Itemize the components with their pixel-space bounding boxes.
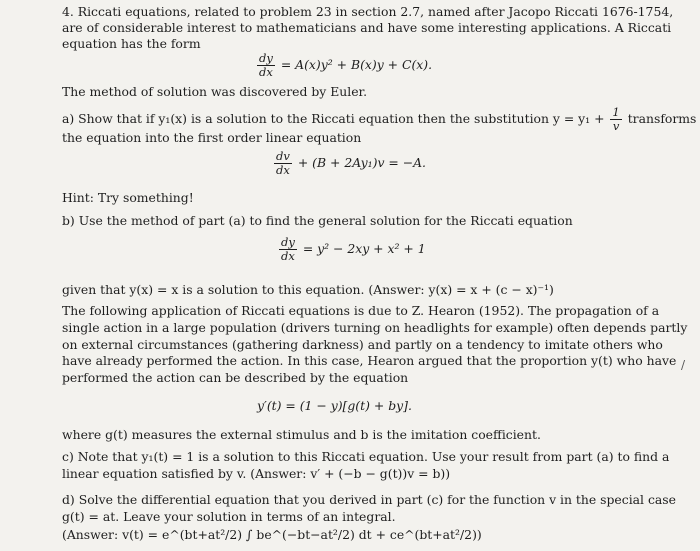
hearon-equation: y′(t) = (1 − y)[g(t) + by]. (257, 398, 412, 413)
part-d-line-2: g(t) = at. Leave your solution in terms of an integral. (62, 509, 396, 524)
derivative-fraction (279, 236, 297, 263)
margin-mark: / (681, 358, 686, 372)
equation-rhs: = A(x)y² + B(x)y + C(x). (280, 57, 433, 72)
part-a-line-1 (62, 106, 696, 133)
part-a-text-pre: a) Show that if y₁(x) is a solution to the Riccati equation then the substitution y = y₁ + (62, 111, 605, 126)
fraction-denominator: v (612, 119, 620, 133)
application-line-5: performed the action can be described by the equation (62, 370, 409, 385)
part-a-line-2: the equation into the first order linear equation (62, 130, 362, 145)
part-b-equation (277, 236, 426, 263)
part-b-line-2: given that y(x) = x is a solution to this equation. (Answer: y(x) = x + (c − x)⁻¹) (62, 282, 554, 297)
application-line-3: on external circumstances (gathering darkness) and partly on a tendency to imitate others who (62, 337, 663, 352)
application-line-6: where g(t) measures the external stimulus and b is the imitation coefficient. (62, 427, 541, 442)
part-d-line-1: d) Solve the differential equation that you derived in part (c) for the function v in the special case (62, 492, 676, 507)
one-over-v-fraction (610, 106, 621, 133)
fraction-denominator: dx (259, 65, 273, 79)
fraction-numerator: dv (276, 149, 290, 163)
part-d-answer: (Answer: v(t) = e^(bt+at²/2) ∫ be^(−bt−at²/2) dt + ce^(bt+at²/2)) (62, 527, 482, 542)
fraction-denominator: dx (281, 249, 295, 263)
part-c-line-1: c) Note that y₁(t) = 1 is a solution to this Riccati equation. Use your result from part (a) to find a (62, 449, 670, 464)
fraction-numerator: dy (281, 235, 295, 249)
linear-equation (272, 150, 426, 177)
part-b-line-1: b) Use the method of part (a) to find the general solution for the Riccati equation (62, 213, 573, 228)
euler-note: The method of solution was discovered by Euler. (62, 84, 368, 99)
part-a-text-post: transforms (627, 111, 697, 126)
derivative-fraction (274, 150, 292, 177)
riccati-equation (255, 52, 432, 79)
problem-intro-line-2: are of considerable interest to mathematicians and have some interesting applications. A Riccati (62, 20, 672, 35)
equation-rhs: + (B + 2Ay₁)v = −A. (297, 155, 426, 170)
application-line-2: single action in a large population (drivers turning on headlights for example) often depends partly (62, 320, 688, 335)
application-line-1: The following application of Riccati equations is due to Z. Hearon (1952). The propagation of a (62, 303, 660, 318)
fraction-denominator: dx (276, 163, 290, 177)
application-line-4: have already performed the action. In this case, Hearon argued that the proportion y(t) who have (62, 353, 677, 368)
problem-intro-line-1: 4. Riccati equations, related to problem 23 in section 2.7, named after Jacopo Riccati 1676-1754, (62, 4, 674, 19)
problem-intro-line-3: equation has the form (62, 36, 201, 51)
equation-rhs: = y² − 2xy + x² + 1 (302, 241, 426, 256)
hint-text: Hint: Try something! (62, 190, 194, 205)
part-c-line-2: linear equation satisfied by v. (Answer: v′ + (−b − g(t))v = b)) (62, 466, 451, 481)
fraction-numerator: dy (259, 51, 273, 65)
derivative-fraction (257, 52, 275, 79)
fraction-numerator: 1 (612, 105, 620, 119)
